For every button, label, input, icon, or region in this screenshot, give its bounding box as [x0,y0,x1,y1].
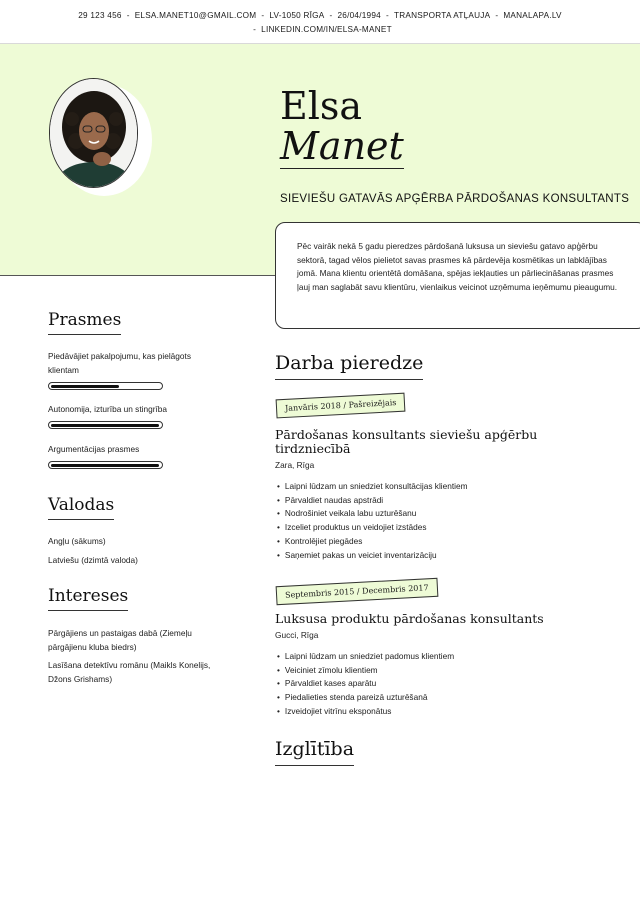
contact-line-1: 29 123 456 - ELSA.MANET10@GMAIL.COM - LV-1050 RĪGA - 26/04/1994 - TRANSPORTA ATĻAUJA - MANALAPA.LV [78,11,562,20]
contact-website[interactable]: MANALAPA.LV [503,11,562,20]
job-date-tag: Janvāris 2018 / Pašreizējais [276,393,406,419]
contact-phone[interactable]: 29 123 456 [78,11,122,20]
job-task-list [277,480,468,562]
interest-item: Lasīšana detektīvu romānu (Maikls Konelijs, Džons Grishams) [48,660,211,684]
skills-heading: Prasmes [48,310,121,335]
job-task: • Laipni lūdzam un sniedziet padomus klientiem [277,650,454,664]
last-name: Manet [280,124,404,168]
job-company: Zara, Rīga [275,460,315,470]
contact-birthdate: 26/04/1994 [337,11,381,20]
contact-bar [0,0,640,44]
skill-label: Piedāvājiet pakalpojumu, kas pielāgots klientam [48,351,191,375]
contact-linkedin[interactable]: LINKEDIN.COM/IN/ELSA-MANET [261,25,392,34]
skill-label: Argumentācijas prasmes [48,444,140,454]
job-task: • Nodrošiniet veikala labu uzturēšanu [277,507,468,521]
job-date-tag: Septembris 2015 / Decembris 2017 [276,578,438,605]
interests-heading: Intereses [48,586,128,611]
job-company: Gucci, Rīga [275,630,319,640]
languages-heading: Valodas [48,495,114,520]
summary-card [275,222,640,329]
skill-bar [48,461,163,469]
avatar-icon [50,79,138,188]
experience-heading: Darba pieredze [275,352,423,380]
first-name: Elsa [280,84,363,128]
skill-label: Autonomija, izturība un stingrība [48,404,167,414]
job-task: • Izveidojiet vitrīnu eksponātus [277,705,454,719]
job-task: • Laipni lūdzam un sniedziet konsultācijas klientiem [277,480,468,494]
contact-line-2: - LINKEDIN.COM/IN/ELSA-MANET [253,25,392,34]
skill-bar-fill [51,424,159,427]
contact-postal: LV-1050 RĪGA [269,11,325,20]
interest-item: Pārgājiens un pastaigas dabā (Ziemeļu pārgājienu kluba biedrs) [48,628,192,652]
skill-bar [48,382,163,390]
education-heading: Izglītība [275,738,354,766]
job-role: Luksusa produktu pārdošanas konsultants [275,611,544,626]
language-item: Angļu (sākums) [48,536,106,546]
job-title: SIEVIEŠU GATAVĀS APĢĒRBA PĀRDOŠANAS KONSULTANTS [280,193,630,205]
contact-email[interactable]: ELSA.MANET10@GMAIL.COM [134,11,257,20]
summary-text: Pēc vairāk nekā 5 gadu pieredzes pārdošanā luksusa un sieviešu gatavo apģērbu sektorā, tagad vēlos pielietot savas prasmes kā pārdevēja kosmētikas un labklājības jomā. Mana klientu orientētā domāšana, spējas iekļauties un pārliecināšanas prasmes ļauj man saglabāt savu klientūru, vienlaikus veicinot uzņēmuma ieņēmumu pieaugumu. [297,241,618,292]
profile-photo [49,78,138,188]
job-task: • Veiciniet zīmolu klientiem [277,664,454,678]
job-task: • Saņemiet pakas un veiciet inventarizāciju [277,549,468,563]
language-item: Latviešu (dzimtā valoda) [48,555,138,565]
job-task: • Kontrolējiet piegādes [277,535,468,549]
job-task-list [277,650,454,719]
skill-bar-fill [51,385,119,388]
job-task: • Pārvaldiet kases aparātu [277,677,454,691]
job-role: Pārdošanas konsultants sieviešu apģērbu tirdzniecībā [275,427,538,456]
job-task: • Piedalieties stenda pareizā uzturēšanā [277,691,454,705]
job-task: • Pārvaldiet naudas apstrādi [277,494,468,508]
job-task: • Izceliet produktus un veidojiet izstādes [277,521,468,535]
skill-bar [48,421,163,429]
skill-bar-fill [51,464,159,467]
contact-license: TRANSPORTA ATĻAUJA [393,11,491,20]
